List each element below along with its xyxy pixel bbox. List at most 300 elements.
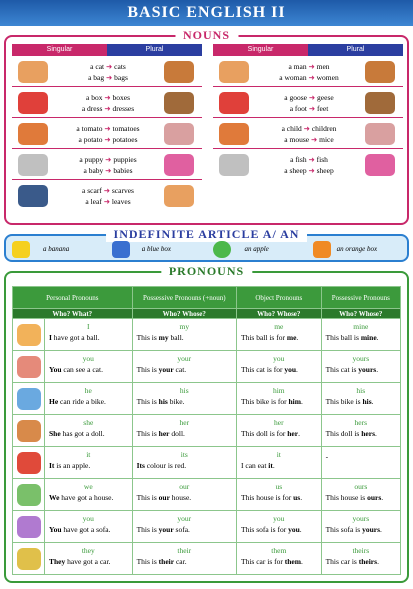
singular-label: Singular (12, 44, 107, 56)
noun-singular: a goose (284, 93, 307, 102)
example-text: . (376, 333, 379, 342)
example-text: This is (136, 493, 159, 502)
noun-singular: a puppy (79, 155, 104, 164)
table-cell (237, 543, 322, 575)
example-text: colour is red. (144, 461, 187, 470)
singular-picture-icon (219, 61, 249, 83)
example-text: . (296, 365, 298, 374)
noun-pair-text (257, 61, 361, 83)
plural-picture-icon (365, 123, 395, 145)
noun-pair-text (56, 123, 160, 145)
noun-plural: puppies (113, 155, 137, 164)
gift-box-icon (112, 241, 130, 258)
example-highlight: She (49, 429, 61, 438)
noun-pair-text (56, 61, 160, 83)
example-text: This is (136, 429, 159, 438)
table-subheader: Who? Whose? (237, 309, 322, 319)
noun-singular: a baby (83, 166, 104, 175)
example-text: . (299, 525, 302, 534)
arrow-icon: ➜ (103, 186, 110, 195)
noun-plural: potatoes (112, 135, 138, 144)
pronoun-word: mine (353, 322, 369, 331)
table-row (13, 383, 401, 415)
noun-pair-text (56, 92, 160, 114)
example-highlight: their (158, 557, 175, 566)
noun-pair (257, 123, 361, 134)
table-cell (45, 351, 133, 383)
example-text: bike. (167, 397, 185, 406)
example-text: . (381, 493, 384, 502)
arrow-icon: ➜ (105, 166, 112, 175)
table-cell (45, 479, 133, 511)
arrow-icon: ➜ (310, 135, 318, 144)
arrow-icon: ➜ (308, 155, 315, 164)
example-text: I can eat (241, 461, 269, 470)
pronoun-word: me (274, 322, 284, 331)
pronoun-word: yours (352, 354, 370, 363)
noun-plural: feet (317, 104, 329, 113)
cartoon-icon (17, 484, 41, 506)
table-row (13, 511, 401, 543)
example-text: This is (136, 365, 159, 374)
example-text: This car is for (241, 557, 285, 566)
noun-pair-row (12, 149, 202, 180)
example-text: . (379, 525, 382, 534)
example-text: This ball is for (241, 333, 287, 342)
singular-picture-icon (18, 154, 48, 176)
pronoun-word: yours (352, 514, 370, 523)
article-example-text: a blue box (141, 245, 171, 253)
table-subheader: Who? Whose? (132, 309, 236, 319)
cartoon-icon (17, 548, 41, 570)
pronoun-word: it (86, 450, 91, 459)
indefinite-article-section (4, 227, 409, 262)
table-cell (321, 383, 400, 415)
plural-picture-icon (164, 154, 194, 176)
noun-pair (257, 103, 361, 114)
singular-picture-icon (219, 92, 249, 114)
table-row (13, 447, 401, 479)
pronouns-table-body (13, 319, 401, 575)
article-example-text: an apple (244, 245, 269, 253)
arrow-icon: ➜ (105, 155, 112, 164)
example-highlight: him (288, 397, 302, 406)
table-cell (132, 511, 236, 543)
example-highlight: I (49, 333, 52, 342)
table-cell (321, 511, 400, 543)
example-highlight: her (287, 429, 299, 438)
noun-singular: a box (85, 93, 103, 102)
example-text: car. (174, 557, 187, 566)
noun-singular: a woman (279, 73, 307, 82)
arrow-icon: ➜ (308, 93, 316, 102)
arrow-icon: ➜ (105, 62, 113, 71)
table-row (13, 543, 401, 575)
example-highlight: theirs (358, 557, 378, 566)
table-cell (132, 479, 236, 511)
plural-picture-icon (365, 154, 395, 176)
noun-pair (56, 185, 160, 196)
nouns-right-column (213, 44, 403, 180)
table-cell (13, 415, 45, 447)
article-example (307, 241, 407, 258)
plural-picture-icon (164, 185, 194, 207)
pronoun-word: they (81, 546, 95, 555)
plural-picture-icon (164, 92, 194, 114)
arrow-icon: ➜ (106, 73, 113, 82)
example-text: This bike is for (241, 397, 289, 406)
article-example (106, 241, 206, 258)
noun-pair (257, 72, 361, 83)
noun-plural: tomatoes (112, 124, 140, 133)
noun-pair (257, 134, 361, 145)
arrow-icon: ➜ (103, 197, 110, 206)
noun-pair (56, 154, 160, 165)
noun-pair-row (12, 180, 202, 211)
example-text: This car is (325, 557, 359, 566)
singular-picture-icon (219, 154, 249, 176)
example-text: . (296, 333, 299, 342)
arrow-icon: ➜ (104, 135, 111, 144)
noun-pair-row (12, 87, 202, 118)
example-text: This sofa is for (241, 525, 289, 534)
arrow-icon: ➜ (308, 73, 315, 82)
pronouns-heading: PRONOUNS (161, 264, 252, 279)
pronoun-word: she (83, 418, 94, 427)
example-highlight: your (158, 365, 174, 374)
pronoun-word: his (356, 386, 366, 395)
plural-label: Plural (308, 44, 403, 56)
noun-pair (56, 134, 160, 145)
example-text: . (298, 429, 300, 438)
pronoun-word: you (82, 354, 94, 363)
pronoun-word: you (273, 354, 285, 363)
cartoon-icon (17, 356, 41, 378)
noun-pair (56, 61, 160, 72)
pronoun-word: hers (354, 418, 368, 427)
example-highlight: us (293, 493, 301, 502)
nouns-section (4, 28, 409, 225)
table-row (13, 319, 401, 351)
noun-singular: a fish (290, 155, 307, 164)
noun-pair (257, 92, 361, 103)
noun-pair (56, 92, 160, 103)
noun-singular: a child (281, 124, 302, 133)
singular-picture-icon (219, 123, 249, 145)
table-cell (237, 511, 322, 543)
pronoun-word: we (83, 482, 93, 491)
table-header: Possessive Pronouns (321, 287, 400, 309)
example-highlight: They (49, 557, 66, 566)
plural-picture-icon (365, 61, 395, 83)
noun-pair-text (257, 92, 361, 114)
table-cell (13, 319, 45, 351)
arrow-icon: ➜ (308, 62, 315, 71)
cartoon-icon (17, 516, 41, 538)
example-text: . (374, 429, 377, 438)
table-cell (13, 479, 45, 511)
noun-plural: geese (317, 93, 334, 102)
table-cell (237, 351, 322, 383)
example-highlight: me (286, 333, 297, 342)
example-text: . (301, 397, 303, 406)
noun-pair-row (213, 56, 403, 87)
example-text: This is (136, 397, 159, 406)
noun-singular: a potato (78, 135, 103, 144)
banana-icon (12, 241, 30, 258)
singular-picture-icon (18, 123, 48, 145)
nouns-heading: NOUNS (175, 28, 238, 43)
table-cell (45, 511, 133, 543)
example-highlight: We (49, 493, 60, 502)
noun-pair (56, 123, 160, 134)
noun-plural: boxes (112, 93, 130, 102)
table-cell (132, 543, 236, 575)
pronoun-word: ours (354, 482, 368, 491)
example-highlight: hers (361, 429, 375, 438)
article-heading: INDEFINITE ARTICLE A/ AN (106, 227, 308, 242)
pronoun-word: them (271, 546, 287, 555)
table-cell (132, 447, 236, 479)
article-example-text: an orange box (336, 245, 378, 253)
noun-plural: sheep (316, 166, 334, 175)
noun-pair-row (213, 118, 403, 149)
table-cell (237, 447, 322, 479)
noun-singular: a mouse (284, 135, 310, 144)
pronoun-word: our (179, 482, 190, 491)
plural-label: Plural (107, 44, 202, 56)
nouns-left-column (12, 44, 202, 211)
example-highlight: He (49, 397, 59, 406)
table-cell (45, 543, 133, 575)
noun-pair-text (56, 185, 160, 207)
example-highlight: it (268, 461, 273, 470)
pronoun-word: theirs (352, 546, 370, 555)
noun-pair (56, 103, 160, 114)
pronoun-word: your (177, 514, 192, 523)
example-text: This is (136, 525, 159, 534)
pronoun-word: its (180, 450, 188, 459)
nouns-left-header (12, 44, 202, 56)
article-example (6, 241, 106, 258)
example-text: . (377, 557, 379, 566)
example-highlight: her (158, 429, 170, 438)
page-title: BASIC ENGLISH II (0, 0, 413, 26)
noun-pair-text (257, 154, 361, 176)
cartoon-icon (17, 452, 41, 474)
example-highlight: you (288, 525, 300, 534)
noun-pair (56, 196, 160, 207)
table-cell (13, 383, 45, 415)
nouns-left-list (12, 56, 202, 211)
noun-plural: women (316, 73, 339, 82)
example-text: This house is (325, 493, 368, 502)
example-highlight: ours (367, 493, 382, 502)
arrow-icon: ➜ (104, 93, 111, 102)
table-header: Object Pronouns (237, 287, 322, 309)
singular-label: Singular (213, 44, 308, 56)
pronoun-word: my (179, 322, 190, 331)
noun-pair-text (257, 123, 361, 145)
noun-pair (56, 165, 160, 176)
example-text: have got a car. (65, 557, 111, 566)
table-header: Personal Pronouns (13, 287, 133, 309)
noun-pair (257, 61, 361, 72)
noun-plural: dresses (112, 104, 135, 113)
example-text: have got a sofa. (61, 525, 111, 534)
table-subheader: Who? What? (13, 309, 133, 319)
singular-picture-icon (18, 61, 48, 83)
gift-box-icon (313, 241, 331, 258)
example-text: cat. (173, 365, 187, 374)
example-highlight: them (284, 557, 301, 566)
singular-picture-icon (18, 92, 48, 114)
table-row (13, 351, 401, 383)
example-text: This cat is (325, 365, 359, 374)
table-subheader: Who? Whose? (321, 309, 400, 319)
table-cell (321, 319, 400, 351)
table-cell (45, 319, 133, 351)
noun-singular: a sheep (284, 166, 307, 175)
example-text: ball. (168, 333, 184, 342)
example-text: sofa. (173, 525, 190, 534)
article-example-text: a banana (43, 245, 70, 253)
cartoon-icon (17, 420, 41, 442)
table-cell (45, 447, 133, 479)
pronouns-section (4, 264, 409, 583)
example-text: doll. (169, 429, 185, 438)
noun-singular: a leaf (85, 197, 102, 206)
cartoon-icon (17, 324, 41, 346)
table-cell (237, 415, 322, 447)
example-text: . (376, 365, 379, 374)
plural-picture-icon (365, 92, 395, 114)
noun-plural: children (311, 124, 337, 133)
arrow-icon: ➜ (104, 124, 111, 133)
cartoon-icon (17, 388, 41, 410)
example-text: have got a house. (59, 493, 114, 502)
example-text: can ride a bike. (58, 397, 106, 406)
noun-pair (257, 154, 361, 165)
noun-singular: a scarf (82, 186, 102, 195)
noun-singular: a tomato (76, 124, 103, 133)
apple-icon (213, 241, 231, 258)
noun-plural: babies (113, 166, 133, 175)
example-highlight: his (158, 397, 168, 406)
example-text: . (371, 397, 374, 406)
noun-pair (56, 72, 160, 83)
noun-plural: men (316, 62, 330, 71)
noun-plural: cats (114, 62, 126, 71)
table-header: Possessive Pronouns (+noun) (132, 287, 236, 309)
table-cell (237, 383, 322, 415)
example-text: This cat is for (241, 365, 285, 374)
example-text: This bike is (325, 397, 363, 406)
nouns-right-header (213, 44, 403, 56)
table-cell (13, 447, 45, 479)
noun-plural: scarves (111, 186, 134, 195)
noun-pair-row (12, 118, 202, 149)
example-text: This house is for (241, 493, 294, 502)
noun-singular: a foot (289, 104, 307, 113)
table-cell (45, 415, 133, 447)
pronoun-word: his (179, 386, 189, 395)
noun-plural: fish (316, 155, 328, 164)
noun-singular: a dress (81, 104, 103, 113)
pronoun-word: he (84, 386, 92, 395)
pronoun-word: him (272, 386, 285, 395)
example-highlight: You (49, 525, 62, 534)
noun-pair-text (56, 154, 160, 176)
arrow-icon: ➜ (308, 104, 316, 113)
noun-pair (257, 165, 361, 176)
example-highlight: his (362, 397, 372, 406)
example-text: This doll is (325, 429, 362, 438)
example-text: can see a cat. (61, 365, 103, 374)
example-text: . (301, 557, 303, 566)
pronoun-word: her (179, 418, 190, 427)
table-cell (132, 383, 236, 415)
table-cell (13, 543, 45, 575)
table-cell (321, 447, 400, 479)
noun-pair-row (12, 56, 202, 87)
article-examples (6, 241, 407, 258)
arrow-icon: ➜ (303, 124, 310, 133)
example-text: . (300, 493, 303, 502)
example-text: This is (136, 557, 159, 566)
table-cell (132, 319, 236, 351)
singular-picture-icon (18, 185, 48, 207)
example-text: has got a doll. (60, 429, 105, 438)
noun-pair-row (213, 149, 403, 180)
pronoun-word: their (177, 546, 192, 555)
table-cell (132, 351, 236, 383)
table-cell (321, 479, 400, 511)
example-text: This ball is (325, 333, 361, 342)
pronoun-word: you (82, 514, 94, 523)
pronouns-table (12, 286, 401, 575)
noun-plural: leaves (111, 197, 131, 206)
table-cell (321, 543, 400, 575)
table-cell (321, 415, 400, 447)
example-text: have got a ball. (51, 333, 100, 342)
example-highlight: my (158, 333, 169, 342)
example-highlight: mine (360, 333, 377, 342)
table-cell (132, 415, 236, 447)
table-row (13, 415, 401, 447)
example-text: house. (169, 493, 192, 502)
pronoun-word: you (273, 514, 285, 523)
noun-singular: a bag (88, 73, 105, 82)
article-example (207, 241, 307, 258)
arrow-icon: ➜ (104, 104, 111, 113)
pronoun-word: it (276, 450, 281, 459)
noun-singular: a cat (90, 62, 105, 71)
example-highlight: yours (362, 525, 380, 534)
example-highlight: our (158, 493, 170, 502)
arrow-icon: ➜ (308, 166, 315, 175)
table-cell (13, 351, 45, 383)
example-highlight: It (49, 461, 55, 470)
table-row (13, 479, 401, 511)
plural-picture-icon (164, 123, 194, 145)
pronoun-word: us (275, 482, 283, 491)
table-cell (45, 383, 133, 415)
table-cell (237, 479, 322, 511)
example-text: . (272, 461, 275, 470)
noun-pair-row (213, 87, 403, 118)
example-text: This sofa is (325, 525, 363, 534)
